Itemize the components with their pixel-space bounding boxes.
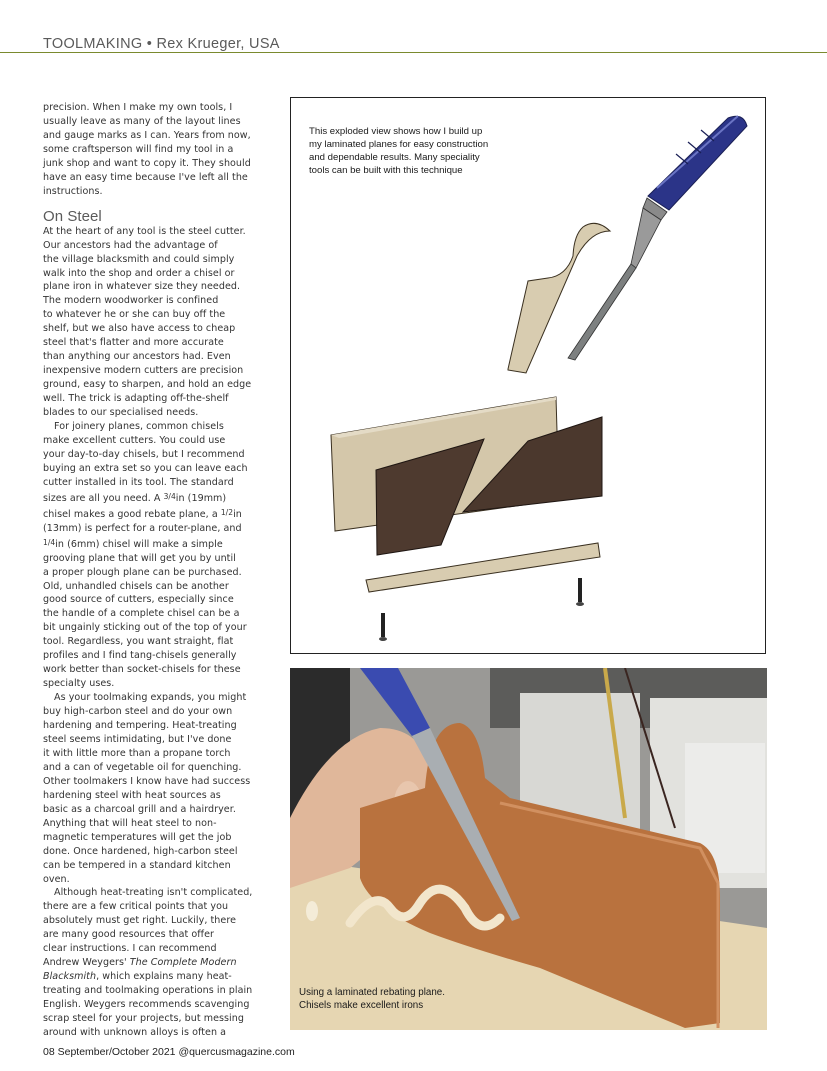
text-line: it with little more than a propane torch bbox=[43, 747, 231, 759]
text-line: make excellent cutters. You could use bbox=[43, 434, 226, 446]
text-line: basic as a charcoal grill and a hairdryer. bbox=[43, 803, 236, 815]
exploded-view-figure bbox=[290, 97, 766, 654]
text-line: treating and toolmaking operations in plain bbox=[43, 985, 253, 997]
fraction: 3/4 bbox=[163, 491, 176, 501]
book-title: The Complete Modern bbox=[129, 957, 237, 969]
text-line: buying an extra set so you can leave each bbox=[43, 462, 248, 474]
text-line: walk into the shop and order a chisel or bbox=[43, 267, 235, 279]
text-line: chisel makes a good rebate plane, a $^{1/2}$in bbox=[43, 507, 242, 520]
text-line: around with unknown alloys is often a bbox=[43, 1027, 227, 1038]
text-line: instructions. bbox=[43, 185, 103, 197]
issue-date: September/October 2021 bbox=[57, 1046, 176, 1058]
fraction: 1/4 bbox=[43, 537, 56, 547]
text-line: clear instructions. I can recommend bbox=[43, 943, 217, 955]
diagram-caption: This exploded view shows how I build up my laminated planes for easy construction and dependable results. Many speciality tools can be built with this technique bbox=[309, 126, 489, 176]
text-line: hardening steel with heat sources as bbox=[43, 789, 221, 801]
chisel-drawing bbox=[568, 116, 747, 360]
text-line: the village blacksmith and could simply bbox=[43, 253, 235, 265]
screw-right bbox=[576, 578, 584, 606]
text-line: bit ungainly sticking out of the top of your bbox=[43, 622, 247, 634]
text-line: The modern woodworker is confined bbox=[43, 295, 219, 307]
text-line: plane iron in whatever size they needed. bbox=[43, 281, 241, 293]
text-line: sizes are all you need. A $^{3/4}$in (19mm) bbox=[43, 491, 227, 504]
text-line: good source of cutters, especially since bbox=[43, 594, 234, 606]
text-line: English. Weygers recommends scavenging bbox=[43, 999, 250, 1011]
text-line: As your toolmaking expands, you might bbox=[54, 692, 247, 704]
text-line: steel that's flatter and more accurate bbox=[43, 337, 224, 349]
header-section: TOOLMAKING bbox=[43, 36, 143, 52]
header-separator: • bbox=[146, 36, 153, 52]
text-line: oven. bbox=[43, 873, 70, 885]
text-line: well. The trick is adapting off-the-shelf bbox=[43, 393, 229, 405]
text-line: some craftsperson will find my tool in a bbox=[43, 143, 234, 155]
text-line: junk shop and want to copy it. They should bbox=[43, 157, 251, 169]
text-line: usually leave as many of the layout lines bbox=[43, 115, 241, 127]
text-line: a proper plough plane can be purchased. bbox=[43, 566, 242, 578]
text-line: steel seems intimidating, but I've done bbox=[43, 733, 232, 745]
text-line: Although heat-treating isn't complicated, bbox=[54, 887, 253, 899]
text-line: shelf, but we also have access to cheap bbox=[43, 323, 236, 335]
text-line: Old, unhandled chisels can be another bbox=[43, 580, 229, 592]
text-line: Other toolmakers I know have had success bbox=[43, 775, 251, 787]
text-line: Anything that will heat steel to non- bbox=[43, 817, 217, 829]
text-line: magnetic temperatures will get the job bbox=[43, 831, 232, 843]
text-line: are many good resources that offer bbox=[43, 929, 214, 941]
text-line: tool. Regardless, you want straight, flat bbox=[43, 636, 234, 648]
text-line: For joinery planes, common chisels bbox=[54, 421, 224, 433]
rebating-plane-photo bbox=[290, 668, 767, 1030]
text-line: blades to our specialised needs. bbox=[43, 407, 199, 419]
text-line: have an easy time because I've left all the bbox=[43, 171, 248, 183]
text-line: profiles and I find tang-chisels generally bbox=[43, 650, 237, 662]
intro-paragraph bbox=[43, 101, 279, 199]
text-line: Our ancestors had the advantage of bbox=[43, 239, 218, 251]
book-title: Blacksmith bbox=[43, 971, 97, 983]
text-line: ground, easy to sharpen, and hold an edge bbox=[43, 379, 252, 391]
paragraph-4 bbox=[43, 886, 279, 1039]
text-line: Andrew Weygers' The Complete Modern bbox=[43, 957, 237, 969]
plane-cheek-piece bbox=[508, 223, 610, 373]
exploded-view-illustration bbox=[291, 98, 765, 653]
text-line: cutter installed in its tool. The standard bbox=[43, 476, 234, 488]
page-number: 08 bbox=[43, 1046, 55, 1058]
text-line: buy high-carbon steel and do your own bbox=[43, 706, 233, 718]
text-line: precision. When I make my own tools, I bbox=[43, 102, 233, 113]
text-line: the handle of a complete chisel can be a bbox=[43, 608, 240, 620]
text-line: (13mm) is perfect for a router-plane, and bbox=[43, 522, 242, 534]
text-line: grooving plane that will get you by until bbox=[43, 552, 236, 564]
text-line: your day-to-day chisels, but I recommend bbox=[43, 448, 245, 460]
website-link[interactable]: @quercusmagazine.com bbox=[178, 1046, 295, 1058]
text-line: there are a few critical points that you bbox=[43, 901, 229, 913]
text-line: hardening and tempering. Heat-treating bbox=[43, 720, 237, 732]
text-line: and gauge marks as I can. Years from now, bbox=[43, 129, 251, 141]
fraction: 1/2 bbox=[220, 507, 234, 517]
text-line: At the heart of any tool is the steel cutter. bbox=[43, 225, 246, 237]
screw-left bbox=[379, 613, 387, 641]
text-line: $^{1/4}$in (6mm) chisel will make a simple bbox=[43, 537, 223, 550]
photo-illustration bbox=[290, 668, 767, 1030]
header-title bbox=[43, 36, 280, 52]
header-author: Rex Krueger, USA bbox=[156, 36, 280, 52]
paragraph-1 bbox=[43, 225, 279, 420]
text-line: specialty uses. bbox=[43, 678, 115, 690]
text-line: done. Once hardened, high-carbon steel bbox=[43, 845, 238, 857]
text-line: scrap steel for your projects, but messing bbox=[43, 1013, 244, 1025]
running-header bbox=[0, 34, 827, 53]
text-line: can be tempered in a standard kitchen bbox=[43, 859, 231, 871]
page-footer bbox=[43, 1046, 295, 1058]
text-line: work better than socket-chisels for these bbox=[43, 664, 241, 676]
text-line: to whatever he or she can buy off the bbox=[43, 309, 226, 321]
paragraph-3 bbox=[43, 691, 279, 886]
section-heading: On Steel bbox=[43, 207, 102, 225]
text-line: Blacksmith, which explains many heat- bbox=[43, 971, 232, 983]
text-line: and a can of vegetable oil for quenching. bbox=[43, 761, 242, 773]
text-line: absolutely must get right. Luckily, there bbox=[43, 915, 237, 927]
photo-caption: Using a laminated rebating plane. Chisels make excellent irons bbox=[299, 987, 445, 1011]
article-column bbox=[43, 101, 279, 1040]
text-line: than anything our ancestors had. Even bbox=[43, 351, 231, 363]
text-line: inexpensive modern cutters are precision bbox=[43, 365, 244, 377]
paragraph-2 bbox=[43, 420, 279, 691]
